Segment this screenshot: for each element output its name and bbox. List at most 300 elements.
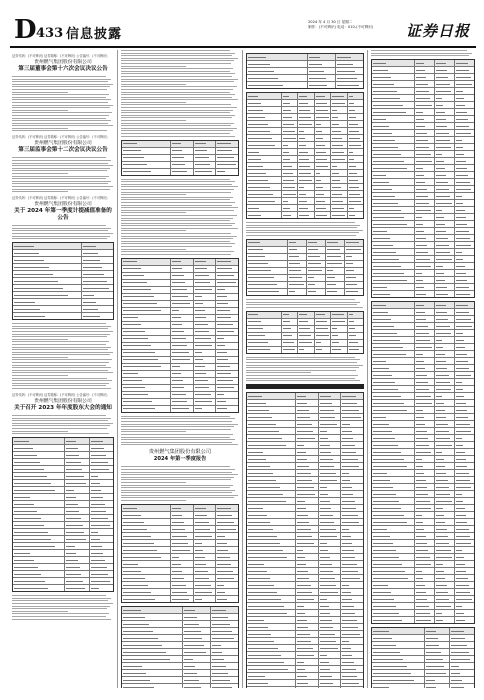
table-cell: [341, 561, 363, 567]
table-cell: [211, 677, 238, 683]
table-cell: [171, 259, 194, 265]
cell-text: [346, 263, 353, 264]
text-line: [12, 92, 68, 93]
cell-text: [297, 634, 310, 635]
cell-text: [349, 335, 357, 336]
table-cell: [216, 371, 238, 377]
table-cell: [194, 141, 217, 147]
cell-text: [349, 138, 360, 139]
table-cell: [319, 477, 342, 483]
table-row: [372, 221, 474, 228]
table-cell: [296, 673, 319, 679]
text-line: [121, 194, 186, 195]
table-cell: [415, 386, 435, 392]
table-cell: [455, 323, 474, 329]
text-line: [121, 205, 232, 206]
table-cell: [348, 347, 363, 353]
cell-text: [342, 620, 357, 621]
notice-header: [12, 195, 114, 222]
table-cell: [216, 406, 238, 412]
table-cell: [415, 109, 435, 115]
table-cell: [450, 670, 474, 676]
section-title: 信息披露: [66, 27, 123, 42]
data-table: [121, 258, 239, 413]
table-cell: [341, 505, 363, 511]
table-cell: [415, 575, 435, 581]
table-cell: [372, 540, 415, 546]
table-row: [13, 550, 113, 557]
table-cell: [296, 428, 319, 434]
table-cell: [298, 205, 314, 211]
text-line: [12, 378, 107, 379]
cell-text: [416, 557, 430, 558]
table-cell: [247, 326, 282, 332]
table-row: [122, 519, 238, 526]
table-cell: [435, 365, 455, 371]
text-line: [121, 50, 230, 51]
page-letter: D: [14, 15, 37, 45]
cell-text: [349, 145, 361, 146]
table-cell: [13, 292, 82, 298]
cell-text: [320, 599, 328, 600]
cell-text: [14, 246, 34, 247]
table-cell: [247, 177, 282, 183]
cell-text: [212, 659, 224, 660]
cell-text: [320, 543, 327, 544]
cell-text: [320, 592, 338, 593]
cell-text: [316, 173, 321, 174]
table-cell: [90, 585, 113, 591]
cell-text: [332, 187, 340, 188]
cell-text: [342, 487, 352, 488]
table-cell: [435, 526, 455, 532]
table-cell: [319, 512, 342, 518]
cell-text: [349, 159, 355, 160]
cell-text: [248, 277, 274, 278]
table-row: [247, 421, 363, 428]
table-cell: [455, 284, 474, 290]
table-cell: [435, 123, 455, 129]
cell-text: [416, 452, 431, 453]
cell-text: [91, 497, 103, 498]
cell-text: [320, 459, 333, 460]
cell-text: [66, 574, 81, 575]
cell-text: [308, 263, 321, 264]
cell-text: [248, 103, 261, 104]
table-cell: [315, 156, 331, 162]
table-row: [247, 463, 363, 470]
table-cell: [435, 554, 455, 560]
text-line: [121, 241, 230, 242]
cell-text: [248, 57, 266, 58]
cell-text: [172, 296, 189, 297]
table-cell: [183, 649, 211, 655]
cell-text: [283, 208, 290, 209]
table-cell: [247, 477, 296, 483]
table-cell: [348, 312, 363, 318]
cell-text: [416, 382, 428, 383]
table-row: [247, 435, 363, 442]
table-cell: [415, 60, 435, 66]
table-cell: [216, 259, 238, 265]
cell-text: [456, 305, 468, 306]
table-cell: [435, 435, 455, 441]
cell-text: [217, 282, 235, 283]
table-cell: [331, 114, 347, 120]
cell-text: [217, 164, 235, 165]
table-cell: [331, 198, 347, 204]
table-cell: [326, 289, 345, 295]
cell-text: [217, 536, 225, 537]
text-line: [246, 359, 360, 360]
cell-text: [248, 501, 286, 502]
table-cell: [372, 568, 415, 574]
cell-text: [195, 338, 211, 339]
cell-text: [217, 550, 228, 551]
cell-text: [342, 403, 357, 404]
table-cell: [326, 247, 345, 253]
table-cell: [315, 198, 331, 204]
cell-text: [123, 345, 151, 346]
table-cell: [435, 137, 455, 143]
text-line: [12, 160, 111, 161]
cell-text: [327, 284, 336, 285]
table-cell: [455, 95, 474, 101]
table-cell: [372, 60, 415, 66]
text-line: [121, 58, 238, 59]
cell-text: [297, 641, 311, 642]
table-cell: [194, 329, 217, 335]
cell-text: [349, 166, 356, 167]
table-cell: [415, 158, 435, 164]
table-cell: [415, 456, 435, 462]
table-row: [122, 575, 238, 582]
table-cell: [122, 656, 183, 662]
cell-text: [316, 215, 327, 216]
table-row: [122, 628, 238, 635]
cell-text: [217, 394, 224, 395]
table-cell: [435, 179, 455, 185]
table-cell: [319, 456, 342, 462]
cell-text: [436, 182, 448, 183]
table-cell: [435, 407, 455, 413]
table-cell: [247, 261, 288, 267]
text-line: [121, 181, 235, 182]
table-cell: [435, 116, 455, 122]
cell-text: [297, 473, 311, 474]
table-row: [247, 347, 363, 353]
table-cell: [345, 254, 363, 260]
cell-text: [289, 277, 303, 278]
table-cell: [247, 268, 288, 274]
table-cell: [435, 158, 455, 164]
table-cell: [247, 687, 296, 688]
table-cell: [194, 385, 217, 391]
table-cell: [298, 107, 314, 113]
cell-text: [299, 124, 311, 125]
table-row: [247, 477, 363, 484]
cell-text: [123, 652, 166, 653]
cell-text: [217, 261, 231, 262]
cell-text: [91, 455, 106, 456]
table-cell: [372, 158, 415, 164]
cell-text: [342, 445, 354, 446]
table-cell: [171, 554, 194, 560]
cell-text: [416, 529, 425, 530]
table-cell: [348, 156, 363, 162]
table-row: [122, 547, 238, 554]
table-cell: [194, 505, 217, 511]
cell-text: [297, 445, 305, 446]
table-row: [247, 547, 363, 554]
table-row: [247, 624, 363, 631]
table-cell: [372, 88, 415, 94]
table-cell: [296, 463, 319, 469]
table-cell: [455, 249, 474, 255]
table-cell: [319, 589, 342, 595]
cell-text: [217, 317, 231, 318]
cell-text: [342, 466, 359, 467]
table-row: [247, 589, 363, 596]
table-cell: [122, 364, 171, 370]
cell-text: [346, 270, 354, 271]
table-cell: [82, 292, 113, 298]
table-row: [247, 333, 363, 340]
table-cell: [282, 198, 298, 204]
table-cell: [296, 589, 319, 595]
cell-text: [83, 281, 107, 282]
text-line: [121, 107, 237, 108]
cell-text: [248, 459, 266, 460]
cell-text: [123, 352, 155, 353]
cell-text: [416, 210, 431, 211]
cell-text: [373, 599, 394, 600]
table-row: [122, 596, 238, 602]
cell-text: [320, 634, 335, 635]
table-row: [372, 172, 474, 179]
table-cell: [455, 330, 474, 336]
cell-text: [217, 599, 227, 600]
table-cell: [13, 571, 65, 577]
table-cell: [247, 75, 308, 81]
table-cell: [194, 169, 217, 175]
table-cell: [455, 428, 474, 434]
table-cell: [415, 186, 435, 192]
text-line: [12, 613, 109, 614]
text-line: [12, 336, 107, 337]
cell-text: [123, 522, 144, 523]
table-row: [372, 130, 474, 137]
cell-text: [297, 585, 311, 586]
table-cell: [296, 526, 319, 532]
cell-text: [436, 84, 450, 85]
table-row: [122, 301, 238, 308]
cell-text: [349, 314, 354, 315]
cell-text: [248, 396, 262, 397]
cell-text: [456, 382, 462, 383]
text-line: [121, 97, 232, 98]
cell-text: [426, 659, 442, 660]
cell-text: [456, 294, 470, 295]
table-row: [247, 491, 363, 498]
cell-text: [248, 508, 263, 509]
table-row: [247, 268, 363, 275]
text-line: [121, 218, 233, 219]
table-cell: [90, 557, 113, 563]
table-cell: [122, 677, 183, 683]
table-cell: [216, 273, 238, 279]
table-cell: [372, 642, 425, 648]
notice-code-line: 证券代码：(不可辨识) 证券简称：(不可辨识) 公告编号：(不可辨识): [12, 393, 108, 397]
cell-text: [248, 124, 268, 125]
cell-text: [373, 63, 386, 64]
table-cell: [455, 151, 474, 157]
cell-text: [14, 274, 53, 275]
cell-text: [297, 613, 305, 614]
cell-text: [248, 138, 272, 139]
cell-text: [373, 680, 414, 681]
table-cell: [216, 561, 238, 567]
table-cell: [282, 212, 298, 218]
cell-text: [416, 333, 429, 334]
table-cell: [211, 635, 238, 641]
cell-text: [456, 368, 470, 369]
table-cell: [372, 200, 415, 206]
table-row: [372, 207, 474, 214]
table-cell: [171, 155, 194, 161]
table-cell: [415, 179, 435, 185]
cell-text: [297, 529, 311, 530]
table-cell: [348, 333, 363, 339]
table-cell: [455, 165, 474, 171]
cell-text: [436, 564, 443, 565]
cell-text: [416, 417, 424, 418]
table-cell: [247, 82, 308, 88]
cell-text: [451, 652, 468, 653]
cell-text: [123, 638, 158, 639]
table-cell: [326, 282, 345, 288]
table-cell: [415, 589, 435, 595]
cell-text: [332, 328, 337, 329]
table-row: [372, 351, 474, 358]
table-cell: [348, 191, 363, 197]
cell-text: [172, 394, 186, 395]
cell-text: [342, 515, 358, 516]
cell-text: [456, 161, 466, 162]
cell-text: [66, 546, 74, 547]
cell-text: [416, 266, 431, 267]
table-row: [13, 299, 113, 306]
cell-text: [172, 380, 183, 381]
cell-text: [299, 96, 307, 97]
table-cell: [372, 302, 415, 308]
cell-text: [349, 117, 357, 118]
text-lines: [246, 299, 364, 308]
cell-text: [373, 361, 386, 362]
table-row: [247, 603, 363, 610]
cell-text: [123, 536, 151, 537]
text-line: [246, 372, 311, 373]
table-cell: [90, 487, 113, 493]
cell-text: [436, 312, 447, 313]
cell-text: [308, 242, 317, 243]
text-line: [121, 243, 235, 244]
cell-text: [299, 131, 304, 132]
table-cell: [211, 663, 238, 669]
table-cell: [450, 663, 474, 669]
cell-text: [373, 673, 411, 674]
table-cell: [315, 212, 331, 218]
table-cell: [171, 533, 194, 539]
table-cell: [296, 512, 319, 518]
table-row: [13, 445, 113, 452]
cell-text: [456, 564, 465, 565]
table-cell: [372, 498, 415, 504]
cell-text: [66, 469, 82, 470]
cell-text: [283, 173, 293, 174]
table-cell: [183, 670, 211, 676]
table-cell: [296, 603, 319, 609]
cell-text: [297, 515, 308, 516]
table-row: [247, 282, 363, 289]
table-cell: [282, 333, 298, 339]
text-line: [121, 429, 231, 430]
table-cell: [288, 240, 307, 246]
table-cell: [435, 309, 455, 315]
table-row: [13, 292, 113, 299]
table-cell: [319, 393, 342, 399]
table-cell: [372, 610, 415, 616]
cell-text: [195, 394, 211, 395]
table-cell: [315, 333, 331, 339]
cell-text: [373, 126, 389, 127]
table-cell: [13, 264, 82, 270]
cell-text: [416, 550, 429, 551]
table-cell: [331, 135, 347, 141]
cell-text: [436, 550, 451, 551]
table-row: [372, 291, 474, 297]
table-cell: [296, 610, 319, 616]
table-cell: [296, 491, 319, 497]
cell-text: [316, 103, 327, 104]
table-cell: [450, 684, 474, 688]
cell-text: [297, 599, 314, 600]
table-row: [13, 543, 113, 550]
cell-text: [299, 145, 306, 146]
table-cell: [307, 247, 326, 253]
table-cell: [194, 533, 217, 539]
cell-text: [195, 157, 209, 158]
cell-text: [14, 260, 44, 261]
table-cell: [455, 214, 474, 220]
text-line: [12, 352, 113, 353]
text-line: [12, 89, 107, 90]
cell-text: [320, 585, 337, 586]
cell-text: [248, 117, 265, 118]
cell-text: [283, 145, 288, 146]
column-divider: [242, 50, 243, 688]
cell-text: [342, 494, 353, 495]
table-row: [13, 264, 113, 271]
cell-text: [217, 345, 225, 346]
cell-text: [451, 687, 464, 688]
cell-text: [451, 673, 460, 674]
cell-text: [217, 508, 231, 509]
table-cell: [315, 100, 331, 106]
table-cell: [348, 93, 363, 99]
table-cell: [372, 102, 415, 108]
table-cell: [455, 540, 474, 546]
